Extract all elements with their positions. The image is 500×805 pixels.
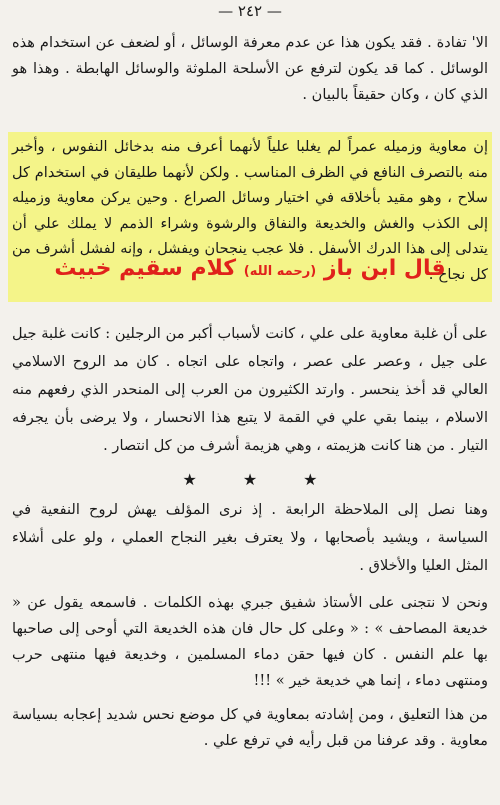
paragraph-1: الا' تفادة . فقد يكون هذا عن عدم معرفة الوسائل ، أو لضعف عن استخدام هذه الوسائل . كما قد يكون لترفع عن الأسلحة الملوثة والوسائل الهابطة . وهذا هو الذي كان ، وكان حقيقاً بالبيان .	[12, 34, 488, 103]
paragraph-highlighted: إن معاوية وزميله عمراً لم يغلبا علياً لأنهما أعرف منه بدخائل النفوس ، وأخبر منه بالتصرف النافع في الظرف المناسب . ولكن لأنهما طليقان في استخدام كل سلاح ، وهو مقيد بأخلاقه في اختيار وسائل الصراع . وحين يركن معاوية وزميله إلى الكذب والغش والخديعة والنفاق والرشوة وشراء الذمم لا يملك علي أن يتدلى إلى هذا الدرك الأسفل . فلا عجب ينجحان ويفشل ، وإنه لفشل أشرف من كل نجاح .	[12, 138, 488, 283]
annotation-speaker: قال ابن باز	[323, 256, 446, 281]
page-number: — ٢٤٢ —	[218, 2, 282, 20]
annotation-honorific: (رحمه الله)	[243, 264, 317, 279]
paragraph-4: وهنا نصل إلى الملاحظة الرابعة . إذ نرى المؤلف يهش لروح النفعية في السياسة ، ويشيد بأصحابها ، ولا يعترف بغير النجاح العملي ، ولو على أشلاء المثل العليا والأخلاق .	[12, 501, 488, 574]
paragraph-5: ونحن لا نتجنى على الأستاذ شفيق جبري بهذه الكلمات . فاسمعه يقول عن « خديعة المصاحف » : « وعلى كل حال فان هذه الخديعة التي أوحى إلى صاحبها بها علم النفس . كان فيها حقن دماء المسلمين ، وخديعة فيها منتهى حرب ومنتهى دماء ، إنما هي خديعة خير » !!!	[12, 594, 488, 689]
annotation-verdict: كلام سقيم خبيث	[54, 256, 237, 281]
paragraph-6: من هذا التعليق ، ومن إشادته بمعاوية في كل موضع نحس شديد إعجابه بسياسة معاوية . وقد عرفنا من قبل رأيه في ترفع علي .	[12, 706, 488, 749]
paragraph-3: على أن غلبة معاوية على علي ، كانت لأسباب أكبر من الرجلين : كانت غلبة جيل على جيل ، وعصر على عصر ، واتجاه على اتجاه . كان مد الروح الاسلامي العالي قد أخذ ينحسر . وارتد الكثيرون من العرب إلى المنحدر الذي رفعهم منه الاسلام ، بينما بقي علي في القمة لا يتبع هذا الانحسار ، ولا يرضى بأن يجرفه التيار . من هنا كانت هزيمته ، وهي هزيمة أشرف من كل انتصار .	[12, 325, 488, 454]
red-annotation	[0, 254, 500, 287]
section-separator-stars: ★★★	[182, 470, 364, 489]
